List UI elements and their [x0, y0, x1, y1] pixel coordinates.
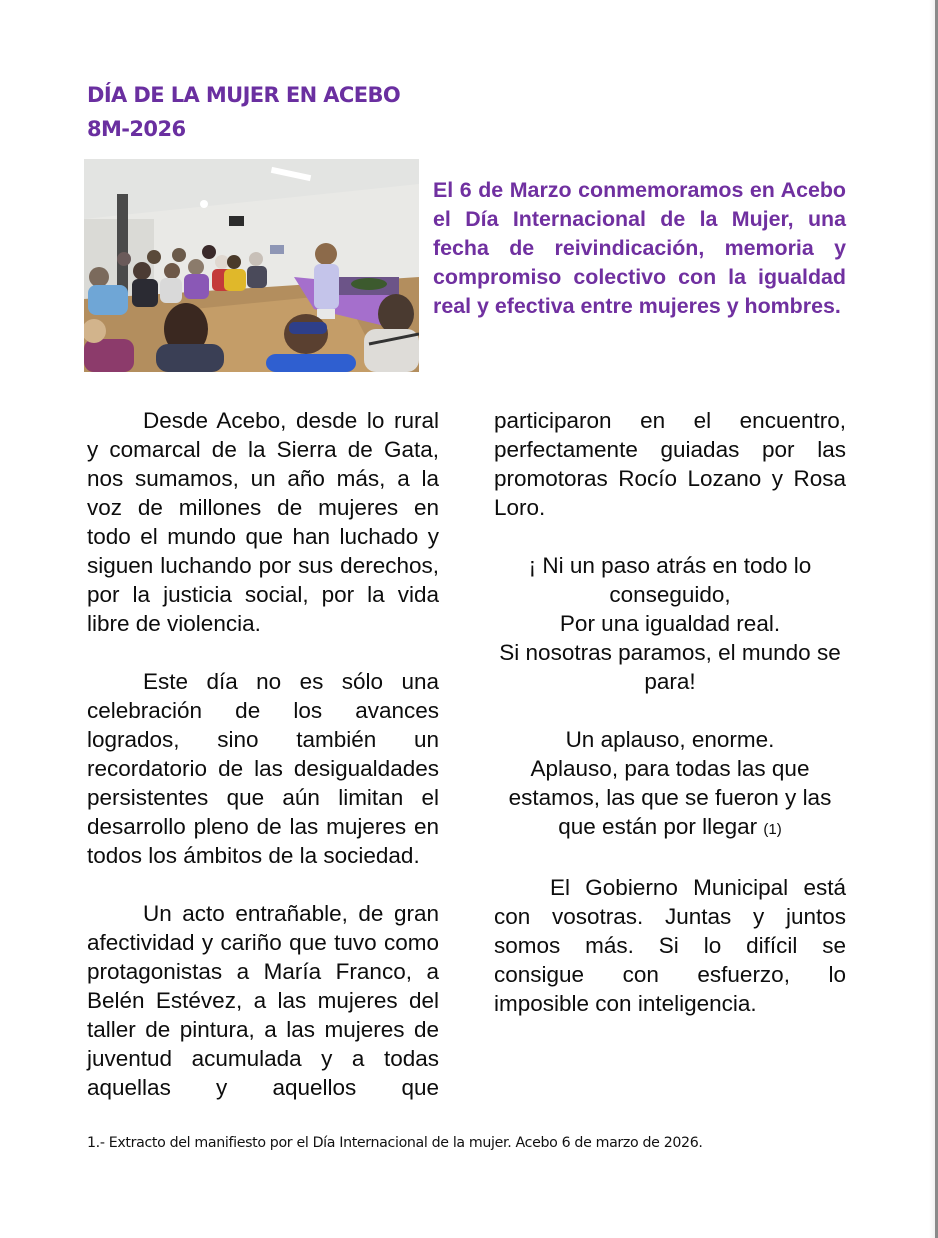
applause-quote — [494, 725, 846, 844]
quote-line: Un aplauso, enorme. — [565, 727, 775, 752]
paragraph-closing: El Gobierno Municipal está con vosotras. Juntas y juntos somos más. Si lo difícil se consigue con esfuerzo, lo imposible con inteligencia. — [494, 875, 846, 1016]
footnote-reference: (1) — [763, 821, 782, 838]
lead-paragraph: El 6 de Marzo conmemoramos en Acebo el Día Internacional de la Mujer, una fecha de reivindicación, memoria y compromiso colectivo con la igualdad real y efectiva entre mujeres y hombres. — [433, 178, 846, 318]
quote-line: Si nosotras paramos, el mundo se para! — [499, 640, 841, 694]
paragraph-intro: Desde Acebo, desde lo rural y comarcal de la Sierra de Gata, nos sumamos, un año más, a la voz de millones de mujeres en todo el mundo que han luchado y siguen luchando por sus derechos, por la justicia social, por la vida libre de violencia. — [87, 408, 439, 636]
footnote: 1.- Extracto del manifiesto por el Día Internacional de la mujer. Acebo 6 de marzo de 2026. — [87, 1135, 703, 1151]
event-photo — [84, 159, 419, 372]
paragraph-celebration: Este día no es sólo una celebración de los avances logrados, sino también un recordatorio de las desigualdades persistentes que aún limitan el desarrollo pleno de las mujeres en todos los ámbitos de la sociedad. — [87, 669, 439, 868]
quote-text: Aplauso, para todas las que estamos, las que se fueron y las que están por llegar — [508, 756, 832, 839]
article-column-left — [87, 406, 439, 1102]
title-line-1: DÍA DE LA MUJER EN ACEBO — [87, 83, 401, 107]
quote-line: ¡ Ni un paso atrás en todo lo conseguido, — [528, 553, 812, 607]
page-title — [87, 78, 400, 146]
paragraph-event: Un acto entrañable, de gran afectividad y cariño que tuvo como protagonistas a María Franco, a Belén Estévez, a las mujeres del taller de pintura, a las mujeres de juventud acumulada y a todas aquellas y aquellos que — [87, 901, 439, 1100]
article-column-right — [494, 406, 846, 1018]
quote-line — [494, 754, 846, 844]
quote-line: Por una igualdad real. — [559, 611, 781, 636]
event-photo-illustration — [84, 159, 419, 372]
title-line-2: 8M-2026 — [87, 117, 186, 141]
paragraph-event-continued: participaron en el encuentro, perfectamente guiadas por las promotoras Rocío Lozano y Rosa Loro. — [494, 408, 846, 520]
manifesto-quote — [494, 551, 846, 696]
